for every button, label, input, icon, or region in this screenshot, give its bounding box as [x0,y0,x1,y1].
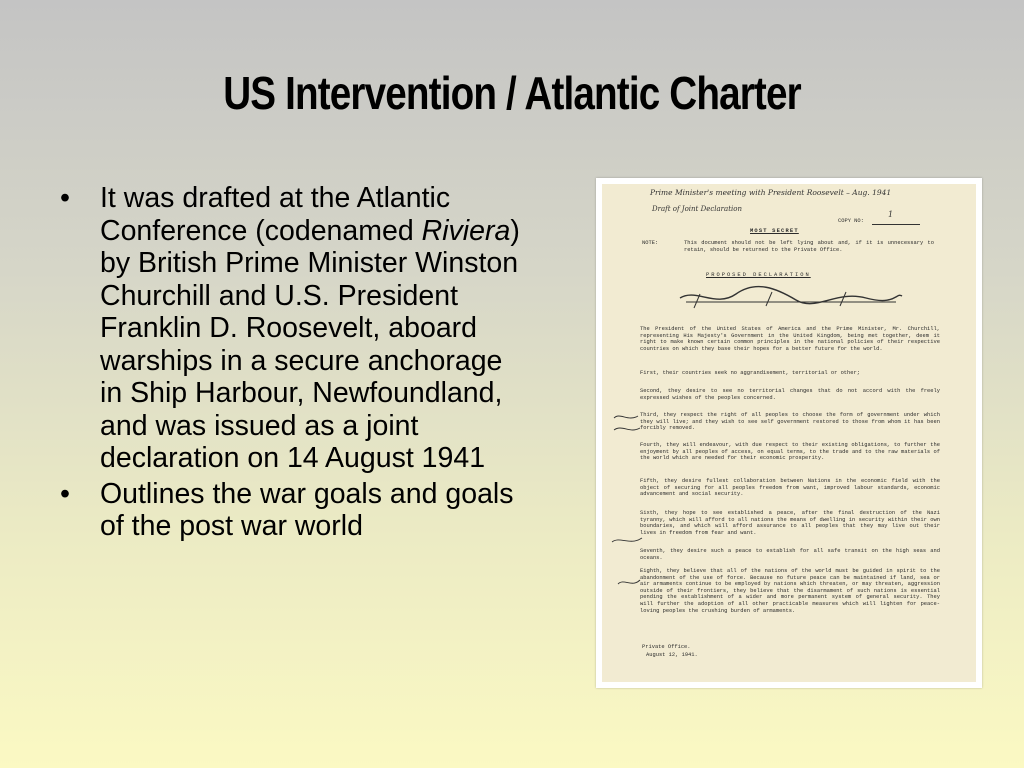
classification-stamp: MOST SECRET [750,228,799,234]
footer-office: Private Office. [642,644,691,650]
bullet-dot: • [60,477,70,510]
declaration-heading: PROPOSED DECLARATION [706,272,811,278]
declaration-paragraph: The President of the United States of America and the Prime Minister, Mr. Churchill, representing His Majesty's Government in the United Kingdom, being met together, deem it right to make known certain common principles in the national policies of their respective countries on which they base their hopes for a better future for the world. [640,326,940,352]
declaration-paragraph: Eighth, they believe that all of the nations of the world must be guided in spirit to the abandonment of the use of force. Because no future peace can be maintained if land, sea or air armaments continue to be employed by nations which threaten, or may threaten, aggression outside of their frontiers, they believe that the disarmament of such nations is essential pending the establishment of a wider and more permanent system of general security. They will further the adoption of all other practicable measures which will lighten for peace-loving peoples the crushing burden of armaments. [640,568,940,614]
handwritten-subheader: Draft of Joint Declaration [652,205,742,213]
declaration-paragraph: Second, they desire to see no territorial changes that do not accord with the freely expressed wishes of the peoples concerned. [640,388,940,401]
declaration-paragraph: Third, they respect the right of all peoples to choose the form of government under which they will live; and they wish to see self government restored to those from whom it has been forcibly removed. [640,412,940,432]
document-image [596,178,982,688]
copy-number-value: 1 [888,210,894,219]
note-text: This document should not be left lying about and, if it is unnecessary to retain, should be returned to the Private Office. [684,240,934,253]
handwritten-scribble [676,284,906,314]
bullet-2-text: Outlines the war goals and goals of the post war world [100,477,514,542]
copy-number-label: COPY NO: [838,218,864,224]
slide-title: US Intervention / Atlantic Charter [223,67,801,119]
bullet-dot: • [60,182,70,214]
bullet-list [56,182,532,546]
bullet-item-2 [56,478,532,543]
note-label: NOTE: [642,240,659,246]
handwritten-header: Prime Minister's meeting with President Roosevelt – Aug. 1941 [650,188,892,197]
footer-date: August 12, 1941. [646,652,698,658]
declaration-paragraph: Seventh, they desire such a peace to establish for all safe transit on the high seas and oceans. [640,548,940,561]
declaration-paragraph: Fifth, they desire fullest collaboration between Nations in the economic field with the object of securing for all peoples freedom from want, improved labour standards, economic advancement and social security. [640,478,940,498]
bullet-1-codename: Riviera [421,214,511,247]
copy-number-underline [872,224,920,225]
bullet-1-text-start: It was drafted at the Atlantic Conference (codenamed [100,182,451,247]
document-paper [602,184,976,682]
declaration-paragraph: Sixth, they hope to see established a peace, after the final destruction of the Nazi tyranny, which will afford to all nations the means of dwelling in security within their own boundaries, and which will afford assurance to all peoples that they may live out their lives in freedom from fear and want. [640,510,940,536]
bullet-item-1 [56,182,532,475]
declaration-paragraph: Fourth, they will endeavour, with due respect to their existing obligations, to further the enjoyment by all peoples of access, on equal terms, to the trade and to the raw materials of the world which are needed for their economic prosperity. [640,442,940,462]
declaration-paragraph: First, their countries seek no aggrandisement, territorial or other; [640,370,860,376]
margin-annotations [610,408,650,608]
bullet-1-text-end: ) by British Prime Minister Winston Churchill and U.S. President Franklin D. Roosevelt, aboard warships in a secure anchorage in Ship Harbour, Newfoundland, and was issued as a joint declaration on 14 August 1941 [100,214,520,474]
